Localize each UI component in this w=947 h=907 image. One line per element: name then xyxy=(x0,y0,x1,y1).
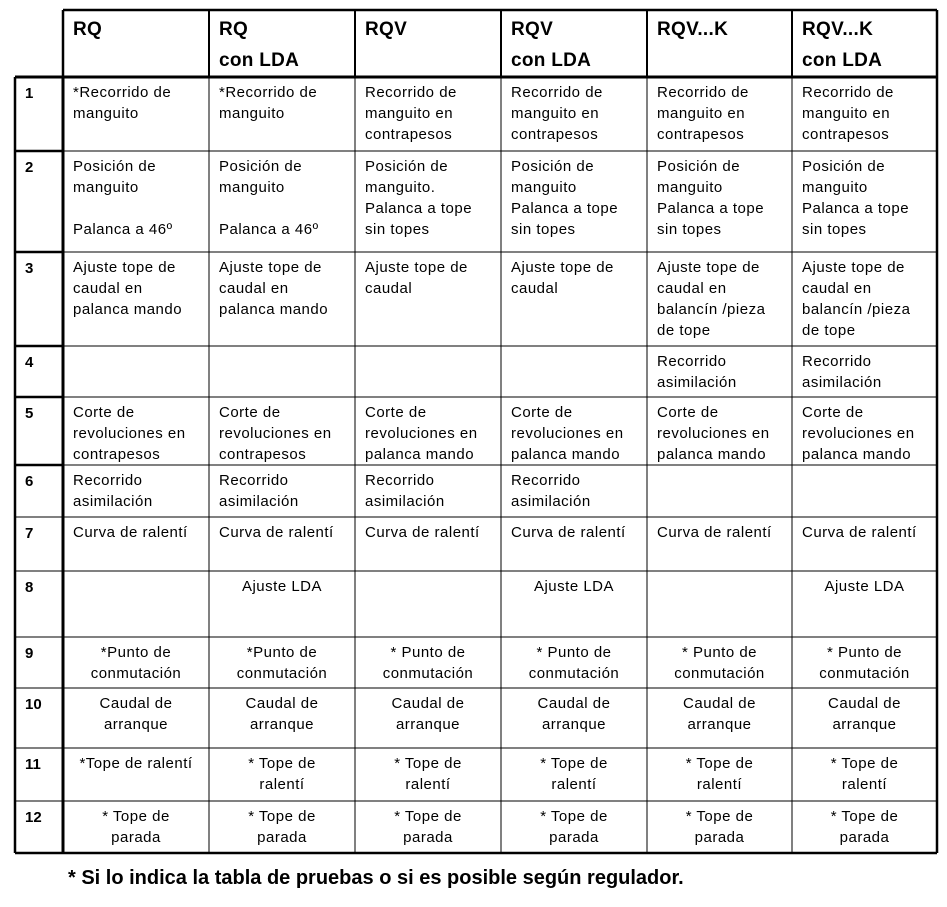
cell-text-line: Palanca a tope xyxy=(511,200,619,217)
cell-text-line: * Tope de xyxy=(102,808,170,825)
cell-text-line: ralentí xyxy=(551,776,597,793)
cell-text-line: Ajuste tope de xyxy=(511,259,614,276)
cell-text-line: * Tope de xyxy=(540,755,608,772)
cell-text-line: palanca mando xyxy=(802,446,912,463)
cell-text-line: arranque xyxy=(541,716,607,733)
cell-text-line: * Tope de xyxy=(685,755,754,772)
cell-text-line: ralentí xyxy=(696,776,743,793)
table-cell xyxy=(209,753,355,795)
column-header-variant: con LDA xyxy=(511,50,592,71)
cell-text-line: conmutación xyxy=(382,665,474,682)
cell-text-line: Caudal de xyxy=(537,695,611,712)
cell-text-line: conmutación xyxy=(819,665,910,682)
column-header-type: RQV xyxy=(365,19,408,40)
cell-text-line: Recorrido xyxy=(511,472,581,489)
table-cell xyxy=(792,806,937,848)
cell-text-line: asimilación xyxy=(73,493,153,510)
cell-text-line: Curva de ralentí xyxy=(219,524,334,541)
cell-text-line xyxy=(73,198,173,219)
table-cell xyxy=(365,156,472,240)
cell-text-line: Curva de ralentí xyxy=(657,524,772,541)
table-cell xyxy=(501,753,647,795)
table-cell xyxy=(209,642,355,684)
cell-text-line: *Punto de xyxy=(246,644,318,661)
cell-text-line: revoluciones en xyxy=(511,425,624,442)
cell-text-line: parada xyxy=(549,829,599,846)
cell-text-line: revoluciones en xyxy=(73,425,186,442)
cell-text-line: Palanca a tope xyxy=(657,200,765,217)
table-cell xyxy=(792,642,937,684)
table-cell xyxy=(219,470,299,512)
cell-text-line: caudal xyxy=(365,280,413,297)
cell-text-line: Ajuste tope de xyxy=(657,259,760,276)
table-cell xyxy=(219,522,334,543)
cell-text-line: manguito xyxy=(219,105,285,122)
row-number: 3 xyxy=(25,260,34,277)
cell-text-line: Recorrido xyxy=(73,472,143,489)
cell-text-line: contrapesos xyxy=(802,126,890,143)
cell-text-line: Palanca a 46º xyxy=(73,221,173,238)
cell-text-line: arranque xyxy=(687,716,752,733)
row-number: 4 xyxy=(25,354,34,371)
cell-text-line: Ajuste tope de xyxy=(365,259,468,276)
table-cell xyxy=(63,753,209,774)
cell-text-line: Palanca a tope xyxy=(365,200,473,217)
cell-text-line: palanca mando xyxy=(73,301,183,318)
cell-text-line: arranque xyxy=(832,716,897,733)
table-cell xyxy=(802,402,915,465)
cell-text-line: balancín /pieza xyxy=(802,301,911,318)
cell-text-line: manguito. xyxy=(365,179,436,196)
cell-text-line: asimilación xyxy=(365,493,445,510)
cell-text-line: Palanca a tope xyxy=(802,200,910,217)
cell-text-line: palanca mando xyxy=(219,301,329,318)
cell-text-line: Corte de xyxy=(73,404,135,421)
cell-text-line: Posición de xyxy=(802,158,886,175)
cell-text-line: caudal en xyxy=(657,280,727,297)
cell-text-line: * Tope de xyxy=(830,755,899,772)
cell-text-line: contrapesos xyxy=(511,126,599,143)
cell-text-line: *Recorrido de xyxy=(219,84,318,101)
cell-text-line: contrapesos xyxy=(365,126,453,143)
cell-text-line: Posición de xyxy=(365,158,449,175)
cell-text-line: conmutación xyxy=(90,665,182,682)
cell-text-line: asimilación xyxy=(802,374,882,391)
column-header-type: RQV xyxy=(511,19,554,40)
table-cell xyxy=(501,693,647,735)
table-cell xyxy=(73,522,188,543)
table-cell xyxy=(365,522,480,543)
cell-text-line: revoluciones en xyxy=(802,425,915,442)
cell-text-line: revoluciones en xyxy=(657,425,770,442)
cell-text-line: caudal en xyxy=(219,280,289,297)
cell-text-line: Recorrido xyxy=(802,353,872,370)
table-cell xyxy=(647,806,792,848)
cell-text-line: *Recorrido de xyxy=(73,84,172,101)
cell-text-line: * Punto de xyxy=(390,644,466,661)
table-cell xyxy=(73,257,182,320)
cell-text-line: palanca mando xyxy=(365,446,475,463)
table-cell xyxy=(501,576,647,597)
cell-text-line: manguito xyxy=(657,179,723,196)
column-header-type: RQ xyxy=(73,19,103,40)
cell-text-line: asimilación xyxy=(511,493,591,510)
cell-text-line: ralentí xyxy=(259,776,305,793)
cell-text-line: * Punto de xyxy=(826,644,903,661)
cell-text-line xyxy=(219,198,319,219)
table-cell xyxy=(73,156,173,240)
table-cell xyxy=(511,156,618,240)
table-cell xyxy=(355,693,501,735)
table-cell xyxy=(802,522,917,543)
cell-text-line: balancín /pieza xyxy=(657,301,766,318)
cell-text-line: * Tope de xyxy=(685,808,754,825)
cell-text-line: Palanca a 46º xyxy=(219,221,319,238)
cell-text-line: palanca mando xyxy=(511,446,621,463)
cell-text-line: parada xyxy=(839,829,890,846)
cell-text-line: ralentí xyxy=(841,776,888,793)
cell-text-line: parada xyxy=(403,829,453,846)
table-cell xyxy=(802,156,909,240)
cell-text-line: manguito en xyxy=(511,105,600,122)
cell-text-line: Recorrido de xyxy=(657,84,749,101)
cell-text-line: Curva de ralentí xyxy=(365,524,480,541)
table-cell xyxy=(511,522,626,543)
table-cell xyxy=(501,806,647,848)
table-cell xyxy=(365,257,468,299)
cell-text-line: arranque xyxy=(249,716,315,733)
column-header-type: RQV...K xyxy=(657,19,729,40)
cell-text-line: revoluciones en xyxy=(219,425,332,442)
cell-text-line: Recorrido de xyxy=(802,84,894,101)
table-cell xyxy=(209,806,355,848)
cell-text-line: asimilación xyxy=(657,374,737,391)
cell-text-line: arranque xyxy=(395,716,461,733)
cell-text-line: * Tope de xyxy=(394,808,462,825)
cell-text-line: conmutación xyxy=(528,665,620,682)
cell-text-line: Curva de ralentí xyxy=(73,524,188,541)
cell-text-line: sin topes xyxy=(365,221,430,238)
table-cell xyxy=(647,753,792,795)
cell-text-line: sin topes xyxy=(802,221,867,238)
table-cell xyxy=(792,753,937,795)
cell-text-line: Recorrido xyxy=(657,353,727,370)
cell-text-line: Caudal de xyxy=(245,695,319,712)
table-cell xyxy=(365,470,445,512)
cell-text-line: contrapesos xyxy=(219,446,307,463)
table-cell xyxy=(63,693,209,735)
table-cell xyxy=(355,806,501,848)
row-number: 2 xyxy=(25,159,34,176)
row-number: 1 xyxy=(25,85,34,102)
cell-text-line: Ajuste LDA xyxy=(533,578,615,595)
row-number: 9 xyxy=(25,645,34,662)
cell-text-line: Recorrido xyxy=(219,472,289,489)
cell-text-line: Posición de xyxy=(657,158,741,175)
cell-text-line: manguito en xyxy=(802,105,891,122)
cell-text-line: Posición de xyxy=(219,158,303,175)
cell-text-line: contrapesos xyxy=(657,126,745,143)
cell-text-line: parada xyxy=(111,829,161,846)
cell-text-line: Ajuste LDA xyxy=(241,578,323,595)
cell-text-line: sin topes xyxy=(657,221,722,238)
row-number: 12 xyxy=(25,809,42,826)
column-header-type: RQV...K xyxy=(802,19,874,40)
cell-text-line: manguito xyxy=(73,179,139,196)
table-cell xyxy=(792,693,937,735)
table-cell xyxy=(511,402,624,465)
cell-text-line: Caudal de xyxy=(683,695,756,712)
cell-text-line: ralentí xyxy=(405,776,451,793)
cell-text-line: *Tope de ralentí xyxy=(79,755,193,772)
table-cell xyxy=(647,642,792,684)
cell-text-line: Ajuste tope de xyxy=(73,259,176,276)
cell-text-line: * Punto de xyxy=(681,644,758,661)
cell-text-line: * Tope de xyxy=(830,808,899,825)
table-cell xyxy=(209,693,355,735)
cell-text-line: caudal en xyxy=(802,280,872,297)
table-cell xyxy=(792,576,937,597)
table-cell xyxy=(802,257,910,341)
row-number: 5 xyxy=(25,405,34,422)
cell-text-line: Corte de xyxy=(657,404,719,421)
cell-text-line: Ajuste tope de xyxy=(219,259,322,276)
table-cell xyxy=(63,642,209,684)
cell-text-line: caudal en xyxy=(73,280,143,297)
cell-text-line: manguito xyxy=(219,179,285,196)
cell-text-line: contrapesos xyxy=(73,446,161,463)
cell-text-line: Corte de xyxy=(802,404,864,421)
cell-text-line: Caudal de xyxy=(828,695,901,712)
table-cell xyxy=(511,82,603,145)
table-cell xyxy=(73,470,153,512)
cell-text-line: Posición de xyxy=(73,158,157,175)
table-cell xyxy=(657,156,764,240)
table-cell xyxy=(365,402,478,465)
table-cell xyxy=(219,257,328,320)
cell-text-line: manguito xyxy=(511,179,577,196)
cell-text-line: manguito en xyxy=(365,105,454,122)
table-cell xyxy=(63,806,209,848)
cell-text-line: * Tope de xyxy=(248,755,316,772)
cell-text-line: parada xyxy=(694,829,745,846)
cell-text-line: conmutación xyxy=(674,665,765,682)
cell-text-line: *Punto de xyxy=(100,644,172,661)
cell-text-line: Caudal de xyxy=(391,695,465,712)
row-number: 7 xyxy=(25,525,34,542)
cell-text-line: Recorrido de xyxy=(365,84,457,101)
cell-text-line: caudal xyxy=(511,280,559,297)
cell-text-line: Corte de xyxy=(365,404,427,421)
cell-text-line: revoluciones en xyxy=(365,425,478,442)
table-cell xyxy=(219,402,332,465)
cell-text-line: sin topes xyxy=(511,221,576,238)
cell-text-line: Curva de ralentí xyxy=(511,524,626,541)
cell-text-line: conmutación xyxy=(236,665,328,682)
cell-text-line: * Tope de xyxy=(540,808,608,825)
table-cell xyxy=(209,576,355,597)
cell-text-line: Ajuste LDA xyxy=(824,578,905,595)
table-cell xyxy=(657,402,770,465)
column-header-type: RQ xyxy=(219,19,249,40)
row-number: 11 xyxy=(25,756,41,773)
table-cell xyxy=(802,82,894,145)
cell-text-line: parada xyxy=(257,829,307,846)
cell-text-line: arranque xyxy=(103,716,169,733)
table-cell xyxy=(501,642,647,684)
cell-text-line: Caudal de xyxy=(99,695,173,712)
table-cell xyxy=(657,351,737,393)
table-cell xyxy=(511,470,591,512)
cell-text-line: Corte de xyxy=(511,404,573,421)
row-number: 8 xyxy=(25,579,34,596)
cell-text-line: manguito xyxy=(802,179,868,196)
column-header-variant: con LDA xyxy=(802,50,883,71)
cell-text-line: Ajuste tope de xyxy=(802,259,905,276)
cell-text-line: * Tope de xyxy=(248,808,316,825)
footnote: * Si lo indica la tabla de pruebas o si es posible según regulador. xyxy=(68,867,684,889)
cell-text-line: palanca mando xyxy=(657,446,767,463)
table-cell xyxy=(355,753,501,795)
table-cell xyxy=(73,82,171,124)
cell-text-line: manguito en xyxy=(657,105,746,122)
cell-text-line: * Tope de xyxy=(394,755,462,772)
row-number: 10 xyxy=(25,696,42,713)
table-cell xyxy=(657,257,765,341)
table-cell xyxy=(355,642,501,684)
table-cell xyxy=(365,82,457,145)
table-cell xyxy=(219,156,319,240)
table-cell xyxy=(657,82,749,145)
table-cell xyxy=(219,82,317,124)
cell-text-line: Recorrido xyxy=(365,472,435,489)
cell-text-line: * Punto de xyxy=(536,644,612,661)
cell-text-line: Curva de ralentí xyxy=(802,524,917,541)
cell-text-line: Recorrido de xyxy=(511,84,603,101)
table-cell xyxy=(647,693,792,735)
row-number: 6 xyxy=(25,473,34,490)
cell-text-line: Posición de xyxy=(511,158,595,175)
column-header-variant: con LDA xyxy=(219,50,300,71)
cell-text-line: de tope xyxy=(802,322,856,339)
cell-text-line: Corte de xyxy=(219,404,281,421)
table-cell xyxy=(73,402,186,465)
table-cell xyxy=(802,351,882,393)
cell-text-line: de tope xyxy=(657,322,711,339)
cell-text-line: asimilación xyxy=(219,493,299,510)
table-cell xyxy=(511,257,614,299)
cell-text-line: manguito xyxy=(73,105,139,122)
table-cell xyxy=(657,522,772,543)
